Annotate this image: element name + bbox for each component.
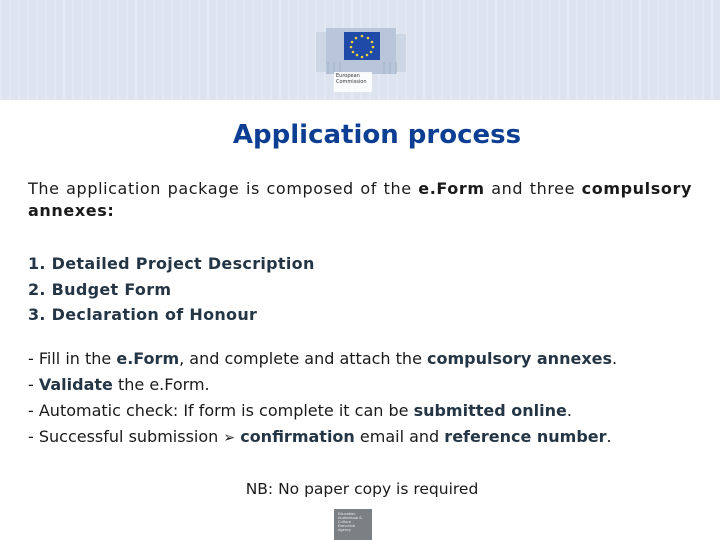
step-text: email and <box>354 427 445 446</box>
intro-eform: e.Form <box>418 179 485 198</box>
step-text: . <box>612 349 618 368</box>
arrow-icon: ➢ <box>223 430 236 446</box>
step-text: . <box>606 427 612 446</box>
step-bold: confirmation <box>240 427 355 446</box>
annex-item: 3. Declaration of Honour <box>28 305 258 324</box>
step-text: - Fill in the <box>28 349 117 368</box>
step-bold: submitted online <box>413 401 567 420</box>
step-bold: Validate <box>38 375 113 394</box>
intro-paragraph <box>28 178 692 222</box>
intro-text-1: The application package is composed of the <box>28 179 419 198</box>
annex-item: 1. Detailed Project Description <box>28 254 315 273</box>
step-bold: e.Form <box>116 349 180 368</box>
eacea-logo-caption: Education Audiovisual & Culture Executive Agency <box>338 512 362 532</box>
header-banner <box>0 0 720 100</box>
step-submission <box>28 424 617 451</box>
step-bold: reference number <box>444 427 607 446</box>
page-title: Application process <box>232 120 522 150</box>
steps-list <box>28 346 617 451</box>
step-bold: compulsory annexes <box>427 349 613 368</box>
intro-annexes: compulsory annexes: <box>28 179 692 220</box>
annex-item: 2. Budget Form <box>28 279 172 299</box>
step-check <box>28 398 617 424</box>
intro-text-2: and three <box>484 179 582 198</box>
step-validate <box>28 372 617 398</box>
step-text: - Successful submission <box>28 427 224 446</box>
step-text: - <box>28 375 39 394</box>
step-fill-in <box>28 346 617 372</box>
logo-caption: European Commission <box>336 73 367 85</box>
annexes-list <box>28 251 315 328</box>
step-text: - Automatic check: If form is complete it can be <box>28 401 414 420</box>
step-text: the e.Form. <box>112 375 210 394</box>
nb-note: NB: No paper copy is required <box>245 480 479 498</box>
step-text: . <box>566 401 572 420</box>
step-text: , and complete and attach the <box>179 349 427 368</box>
